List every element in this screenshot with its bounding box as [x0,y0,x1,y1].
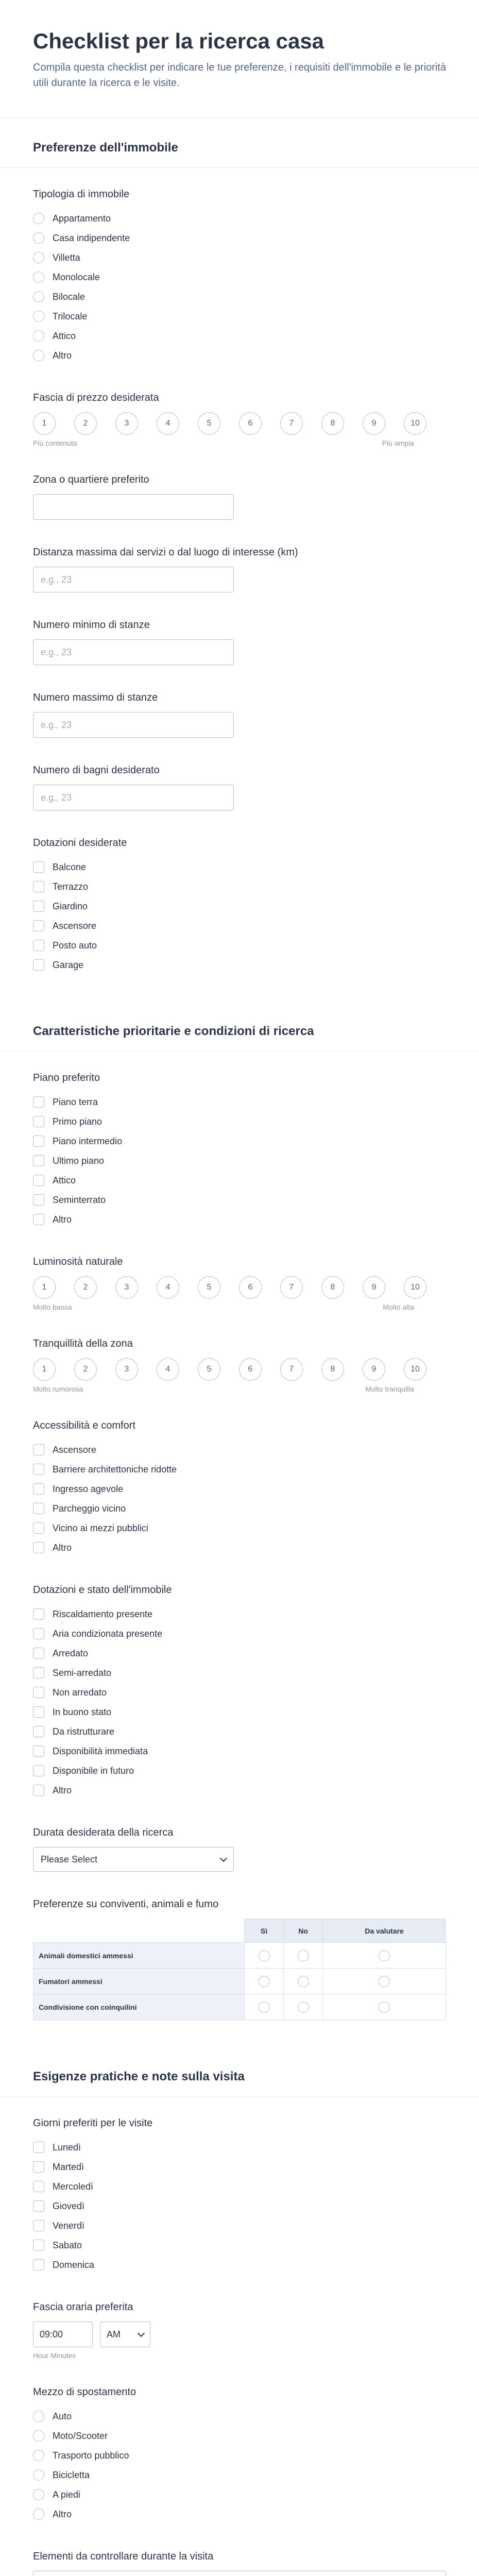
page-subtitle: Compila questa checklist per indicare le tue preferenze, i requisiti dell'immobile e le priorità utili durante la ricerca e le visite. [33,62,446,89]
scale-option[interactable]: 5 [198,1358,220,1381]
checkbox[interactable] [33,1667,44,1679]
radio-option[interactable] [33,267,446,287]
checkbox[interactable] [33,1765,44,1776]
scale-option[interactable]: 5 [198,1276,220,1299]
question-min-stanze [0,599,479,671]
option-label: Ultimo piano [53,1155,105,1166]
question-luminosita [0,1235,479,1317]
checkbox[interactable] [33,1194,44,1206]
scale-option[interactable]: 3 [115,1358,138,1381]
radio-option[interactable] [33,346,446,365]
chevron-down-icon [220,1854,227,1861]
radio-button[interactable] [33,2509,44,2520]
radio-option[interactable] [33,326,446,346]
option-label: In buono stato [53,1706,112,1717]
checkbox-group-dotazioni [33,857,446,975]
scale-option[interactable]: 8 [321,1358,344,1381]
matrix-corner [33,1919,245,1943]
scale-max-label: Più ampia [382,439,414,447]
scale-option[interactable]: 9 [363,1358,385,1381]
question-label: Numero di bagni desiderato [33,765,160,776]
scale-option[interactable]: 1 [33,1358,56,1381]
input-placeholder: e.g., 23 [41,574,72,585]
checkbox[interactable] [33,2240,44,2251]
matrix-cell [284,1943,323,1969]
scale-option[interactable]: 6 [239,1276,262,1299]
scale-luminosita [33,1276,446,1299]
checkbox[interactable] [33,1503,44,1514]
radio-button[interactable] [33,252,44,263]
question-label: Numero minimo di stanze [33,619,150,631]
checkbox-option[interactable] [33,1479,446,1499]
matrix-radio[interactable] [379,1976,390,1987]
durata-select[interactable] [33,1847,234,1872]
checkbox-option[interactable] [33,916,446,936]
scale-option[interactable]: 9 [363,1276,385,1299]
min-stanze-input[interactable] [33,639,234,665]
matrix-row-label: Condivisione con coinquilini [33,1994,245,2020]
option-label: Appartamento [53,213,111,224]
question-matrix [0,1878,479,2026]
checkbox-option[interactable] [33,1112,446,1131]
matrix-col-header: Da valutare [323,1919,446,1943]
checkbox-option[interactable] [33,1761,446,1781]
option-label: Trasporto pubblico [53,2450,129,2461]
question-label: Numero massimo di stanze [33,692,158,703]
scale-option[interactable]: 4 [157,1358,179,1381]
question-zona [0,453,479,526]
scale-tranquillita [33,1358,446,1381]
radio-button[interactable] [33,350,44,361]
scale-option[interactable]: 1 [33,412,56,435]
question-piano [0,1052,479,1235]
checkbox-option[interactable] [33,1538,446,1557]
option-label: Attico [53,1175,76,1185]
checkbox-option[interactable] [33,896,446,916]
question-dotazioni [0,817,479,981]
question-tranquillita [0,1317,479,1399]
scale-option[interactable]: 10 [404,1358,426,1381]
scale-prezzo [33,412,446,435]
checkbox-option[interactable] [33,1190,446,1210]
matrix-radio[interactable] [259,1950,270,1961]
option-label: Venerdì [53,2220,85,2231]
question-label: Distanza massima dai servizi o dal luogo di interesse (km) [33,547,298,558]
question-label: Durata desiderata della ricerca [33,1827,174,1838]
checkbox[interactable] [33,1214,44,1225]
option-label: Piano terra [53,1096,98,1107]
option-label: Arredato [53,1648,89,1658]
scale-min-label: Molto bassa [33,1303,72,1311]
question-distanza [0,526,479,599]
scale-option[interactable]: 2 [74,1358,97,1381]
radio-option[interactable] [33,2504,446,2524]
matrix-cell [284,1969,323,1994]
checkbox[interactable] [33,2200,44,2212]
distanza-input[interactable] [33,567,234,592]
input-placeholder: e.g., 23 [41,719,72,730]
time-sublabel: Hour Minutes [33,2351,76,2360]
option-label: Ingresso agevole [53,1483,124,1494]
question-bagni [0,744,479,817]
radio-option[interactable] [33,2465,446,2485]
option-label: Trilocale [53,311,88,321]
matrix-col-header: No [284,1919,323,1943]
scale-max-label: Molto alta [383,1303,414,1311]
checkbox[interactable] [33,1745,44,1757]
checkbox-group-piano [33,1092,446,1229]
question-max-stanze [0,671,479,744]
scale-option[interactable]: 6 [239,412,262,435]
radio-button[interactable] [33,2411,44,2422]
checkbox[interactable] [33,1116,44,1127]
option-label: Altro [53,1542,72,1553]
scale-option[interactable]: 4 [157,412,179,435]
option-label: Garage [53,959,84,970]
matrix-cell [245,1943,284,1969]
checkbox-option[interactable] [33,1440,446,1460]
option-label: Disponibilità immediata [53,1745,148,1756]
checkbox[interactable] [33,1648,44,1659]
matrix-radio[interactable] [379,2002,390,2013]
scale-option[interactable]: 7 [280,412,303,435]
option-label: Villetta [53,252,80,263]
option-label: Monolocale [53,272,100,282]
question-label: Zona o quartiere preferito [33,474,149,485]
scale-labels [33,439,414,447]
matrix-row-label: Animali domestici ammessi [33,1943,245,1969]
checkbox-option[interactable] [33,2157,446,2177]
scale-option[interactable]: 2 [74,1276,97,1299]
checkbox-option[interactable] [33,1092,446,1112]
section-title-preferenze: Preferenze dell'immobile [0,118,479,168]
time-row [33,2321,446,2347]
input-placeholder: e.g., 23 [41,792,72,803]
option-label: A piedi [53,2489,81,2500]
checkbox[interactable] [33,959,44,971]
checkbox-option[interactable] [33,2177,446,2196]
question-label: Elementi da controllare durante la visita [33,2551,214,2562]
scale-option[interactable]: 4 [157,1276,179,1299]
scale-max-label: Molto tranquilla [365,1385,414,1393]
option-label: Mercoledì [53,2181,94,2192]
scale-option[interactable]: 8 [321,412,344,435]
matrix-row [33,1994,446,2020]
zona-input[interactable] [33,494,234,520]
scale-option[interactable]: 10 [404,412,426,435]
checkbox-option[interactable] [33,1171,446,1190]
checkbox-option[interactable] [33,1663,446,1683]
form-header [0,0,479,118]
checkbox[interactable] [33,1175,44,1186]
input-placeholder: e.g., 23 [41,647,72,657]
checkbox-option[interactable] [33,955,446,975]
question-accessibilita [0,1399,479,1564]
option-label: Altro [53,2509,72,2519]
option-label: Moto/Scooter [53,2430,108,2441]
checkbox-option[interactable] [33,2216,446,2235]
scale-option[interactable]: 5 [198,412,220,435]
section-title-esigenze: Esigenze pratiche e note sulla visita [0,2047,479,2097]
checkbox[interactable] [33,901,44,912]
option-label: Lunedì [53,2142,81,2153]
radio-option[interactable] [33,2426,446,2446]
scale-option[interactable]: 7 [280,1358,303,1381]
checkbox-option[interactable] [33,1643,446,1663]
checkbox[interactable] [33,2161,44,2173]
bagni-input[interactable] [33,785,234,810]
matrix-cell [323,1969,446,1994]
checkbox-option[interactable] [33,1151,446,1171]
radio-option[interactable] [33,209,446,228]
radio-button[interactable] [33,2469,44,2481]
checkbox[interactable] [33,1096,44,1108]
matrix-radio[interactable] [259,1976,270,1987]
matrix-radio[interactable] [298,2002,309,2013]
question-giorni [0,2097,479,2281]
checkbox-option[interactable] [33,1604,446,1624]
checkbox-option[interactable] [33,1741,446,1761]
question-label: Dotazioni e stato dell'immobile [33,1584,172,1596]
checkbox-option[interactable] [33,2196,446,2216]
option-label: Attico [53,330,76,341]
elementi-textarea[interactable] [33,2571,446,2576]
option-label: Semi-arredato [53,1667,112,1678]
matrix-cell [245,1994,284,2020]
scale-option[interactable]: 1 [33,1276,56,1299]
matrix-cell [245,1969,284,1994]
radio-button[interactable] [33,311,44,322]
scale-option[interactable]: 10 [404,1276,426,1299]
question-label: Luminosità naturale [33,1256,123,1267]
option-label: Da ristrutturare [53,1726,115,1737]
radio-button[interactable] [33,272,44,283]
checkbox[interactable] [33,2220,44,2231]
checkbox[interactable] [33,920,44,931]
radio-option[interactable] [33,2446,446,2465]
question-prezzo [0,371,479,453]
radio-button[interactable] [33,2489,44,2500]
matrix-cell [323,1994,446,2020]
option-label: Vicino ai mezzi pubblici [53,1522,148,1533]
scale-option[interactable]: 9 [363,412,385,435]
question-stato [0,1564,479,1806]
radio-button[interactable] [33,232,44,244]
checkbox-option[interactable] [33,1131,446,1151]
matrix-radio[interactable] [259,2002,270,2013]
question-label: Mezzo di spostamento [33,2386,136,2398]
option-label: Posto auto [53,940,97,951]
radio-option[interactable] [33,228,446,248]
question-elementi [0,2530,479,2576]
max-stanze-input[interactable] [33,712,234,738]
checkbox-group-giorni [33,2138,446,2275]
matrix-row-label: Fumatori ammessi [33,1969,245,1994]
checkbox-option[interactable] [33,1518,446,1538]
question-mezzo [0,2366,479,2530]
option-label: Primo piano [53,1116,102,1127]
checkbox-option[interactable] [33,1683,446,1702]
radio-option[interactable] [33,287,446,307]
question-label: Piano preferito [33,1072,100,1083]
matrix-radio[interactable] [298,1950,309,1961]
matrix-cell [284,1994,323,2020]
checkbox[interactable] [33,1785,44,1796]
checkbox-option[interactable] [33,1702,446,1722]
checkbox-option[interactable] [33,1460,446,1479]
checkbox[interactable] [33,1464,44,1475]
checkbox-option[interactable] [33,2138,446,2157]
select-value: Please Select [41,1854,98,1865]
option-label: Domenica [53,2259,95,2270]
scale-min-label: Molto rumorosa [33,1385,83,1393]
checkbox-option[interactable] [33,2235,446,2255]
matrix-col-header: Sì [245,1919,284,1943]
question-label: Tipologia di immobile [33,189,130,200]
option-label: Altro [53,1214,72,1225]
checkbox[interactable] [33,2259,44,2270]
checkbox[interactable] [33,1444,44,1455]
radio-option[interactable] [33,2406,446,2426]
checkbox-option[interactable] [33,857,446,877]
scale-labels [33,1303,414,1311]
checkbox-option[interactable] [33,1781,446,1800]
option-label: Aria condizionata presente [53,1628,163,1639]
radio-button[interactable] [33,213,44,224]
question-durata [0,1806,479,1878]
checkbox-group-stato [33,1604,446,1800]
option-label: Riscaldamento presente [53,1608,153,1619]
option-label: Bilocale [53,291,85,302]
checkbox-option[interactable] [33,877,446,896]
option-label: Balcone [53,861,87,872]
option-label: Bicicletta [53,2469,90,2480]
checkbox[interactable] [33,881,44,892]
time-input[interactable]: 09:00 [33,2321,93,2347]
question-tipologia [0,168,479,371]
scale-option[interactable]: 3 [115,1276,138,1299]
scale-option[interactable]: 3 [115,412,138,435]
question-orario [0,2281,479,2366]
radio-button[interactable] [33,330,44,342]
section-title-caratteristiche: Caratteristiche prioritarie e condizioni di ricerca [0,1002,479,1052]
option-label: Ascensore [53,920,97,931]
question-label: Tranquillità della zona [33,1338,133,1349]
matrix-radio[interactable] [379,1950,390,1961]
option-label: Seminterrato [53,1194,106,1205]
option-label: Altro [53,350,72,361]
ampm-select[interactable] [100,2321,150,2347]
checkbox[interactable] [33,1726,44,1737]
question-label: Dotazioni desiderate [33,837,127,849]
option-label: Sabato [53,2240,82,2250]
checkbox[interactable] [33,1136,44,1147]
radio-option[interactable] [33,2485,446,2504]
option-label: Giovedì [53,2200,85,2211]
checkbox[interactable] [33,1628,44,1639]
scale-min-label: Più contenuta [33,439,77,447]
scale-labels [33,1385,414,1393]
option-label: Disponibile in futuro [53,1765,134,1776]
checkbox[interactable] [33,1542,44,1553]
radio-group-tipologia [33,209,446,365]
option-label: Parcheggio vicino [53,1503,126,1514]
question-label: Fascia di prezzo desiderata [33,392,159,403]
checkbox-option[interactable] [33,1722,446,1741]
ampm-value: AM [107,2329,121,2340]
option-label: Auto [53,2411,72,2421]
option-label: Ascensore [53,1444,97,1455]
preferences-matrix [33,1919,446,2020]
option-label: Giardino [53,901,88,911]
scale-option[interactable]: 8 [321,1276,344,1299]
checkbox[interactable] [33,940,44,951]
question-label: Accessibilità e comfort [33,1420,135,1431]
radio-button[interactable] [33,2430,44,2442]
matrix-row [33,1943,446,1969]
question-label: Giorni preferiti per le visite [33,2117,153,2129]
scale-option[interactable]: 2 [74,412,97,435]
option-label: Barriere architettoniche ridotte [53,1464,177,1475]
checkbox[interactable] [33,861,44,873]
radio-button[interactable] [33,2450,44,2461]
checkbox-group-accessibilita [33,1440,446,1557]
checkbox[interactable] [33,1706,44,1718]
checkbox-option[interactable] [33,1624,446,1643]
checkbox[interactable] [33,1483,44,1495]
matrix-row [33,1969,446,1994]
checkbox[interactable] [33,1608,44,1620]
chevron-down-icon [138,2329,145,2336]
question-label: Preferenze su conviventi, animali e fumo [33,1899,219,1910]
option-label: Non arredato [53,1687,107,1698]
option-label: Martedì [53,2161,84,2172]
option-label: Altro [53,1785,72,1795]
option-label: Terrazzo [53,881,89,892]
radio-option[interactable] [33,248,446,267]
checkbox[interactable] [33,2181,44,2192]
checkbox-option[interactable] [33,1210,446,1229]
scale-option[interactable]: 7 [280,1276,303,1299]
question-label: Fascia oraria preferita [33,2301,133,2313]
checkbox[interactable] [33,1155,44,1166]
checkbox-option[interactable] [33,1499,446,1518]
checkbox-option[interactable] [33,936,446,955]
matrix-cell [323,1943,446,1969]
radio-group-mezzo [33,2406,446,2524]
checkbox-option[interactable] [33,2255,446,2275]
scale-option[interactable]: 6 [239,1358,262,1381]
checkbox[interactable] [33,2142,44,2153]
checkbox[interactable] [33,1687,44,1698]
matrix-radio[interactable] [298,1976,309,1987]
checkbox[interactable] [33,1522,44,1534]
radio-option[interactable] [33,307,446,326]
option-label: Piano intermedio [53,1136,123,1146]
radio-button[interactable] [33,291,44,302]
page-title: Checklist per la ricerca casa [33,29,324,53]
option-label: Casa indipendente [53,232,130,243]
